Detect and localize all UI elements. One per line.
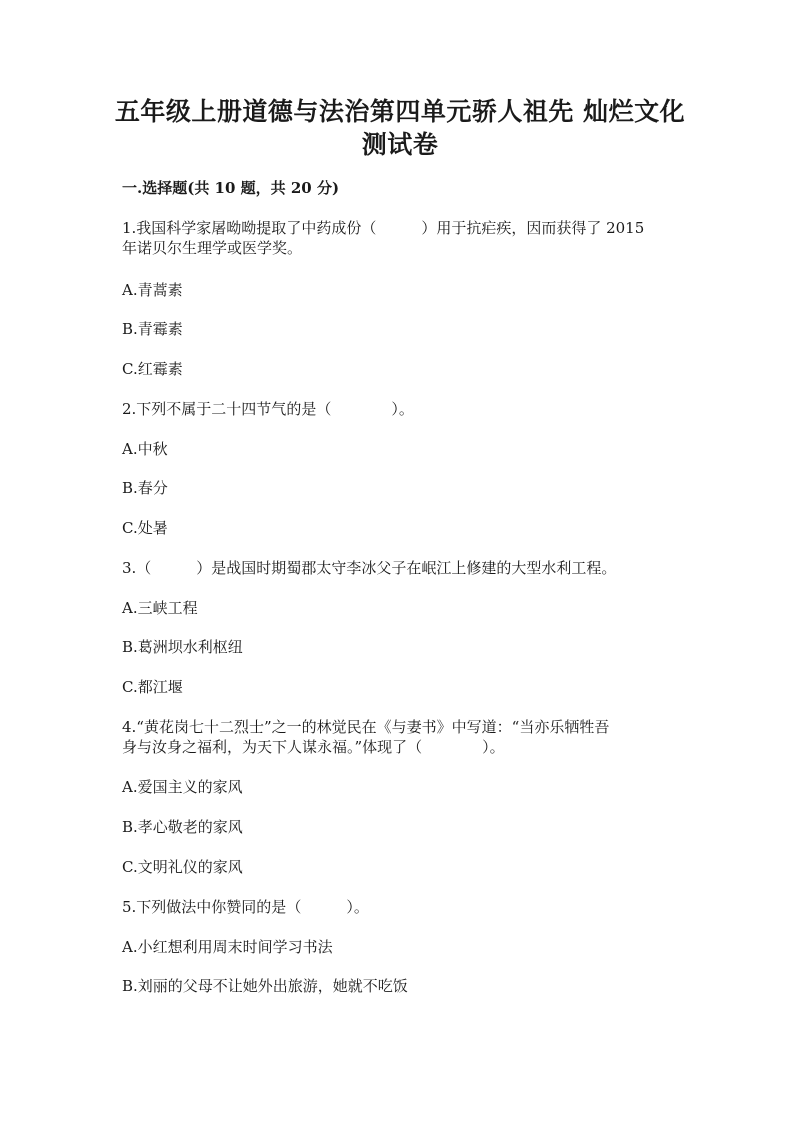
question-3-option-b: B.葛洲坝水利枢纽 [122, 638, 243, 656]
question-3-option-a: A.三峡工程 [122, 599, 198, 617]
question-1-stem-line-2: 年诺贝尔生理学或医学奖。 [122, 239, 303, 257]
question-4-stem-line-2: 身与汝身之福利，为天下人谋永福。”体现了（ ）。 [122, 738, 505, 756]
section-heading: 一.选择题(共 10 题，共 20 分) [122, 179, 340, 197]
question-1-option-a: A.青蒿素 [122, 281, 183, 299]
question-2-option-a: A.中秋 [122, 440, 168, 458]
question-3-stem: 3.（ ）是战国时期蜀郡太守李冰父子在岷江上修建的大型水利工程。 [122, 559, 617, 577]
exam-title-line-1: 五年级上册道德与法治第四单元骄人祖先 灿烂文化 [114, 97, 686, 126]
exam-title [100, 95, 700, 161]
question-1-option-b: B.青霉素 [122, 320, 183, 338]
question-2-stem: 2.下列不属于二十四节气的是（ ）。 [122, 400, 414, 418]
question-4-option-c: C.文明礼仪的家风 [122, 858, 243, 876]
question-5-option-b: B.刘丽的父母不让她外出旅游，她就不吃饭 [122, 977, 408, 995]
question-4-stem-line-1: 4.“黄花岗七十二烈士”之一的林觉民在《与妻书》中写道：“当亦乐牺牲吾 [122, 718, 610, 736]
question-1-stem-line-1: 1.我国科学家屠呦呦提取了中药成份（ ）用于抗疟疾，因而获得了 2015 [122, 219, 645, 237]
exam-title-line-2: 测试卷 [361, 130, 439, 159]
question-4-option-a: A.爱国主义的家风 [122, 778, 243, 796]
question-2-option-b: B.春分 [122, 479, 168, 497]
question-2-option-c: C.处暑 [122, 519, 168, 537]
question-3-option-c: C.都江堰 [122, 678, 183, 696]
question-5-option-a: A.小红想利用周末时间学习书法 [122, 938, 333, 956]
question-5-stem: 5.下列做法中你赞同的是（ ）。 [122, 898, 369, 916]
question-1-option-c: C.红霉素 [122, 360, 183, 378]
question-4-option-b: B.孝心敬老的家风 [122, 818, 243, 836]
